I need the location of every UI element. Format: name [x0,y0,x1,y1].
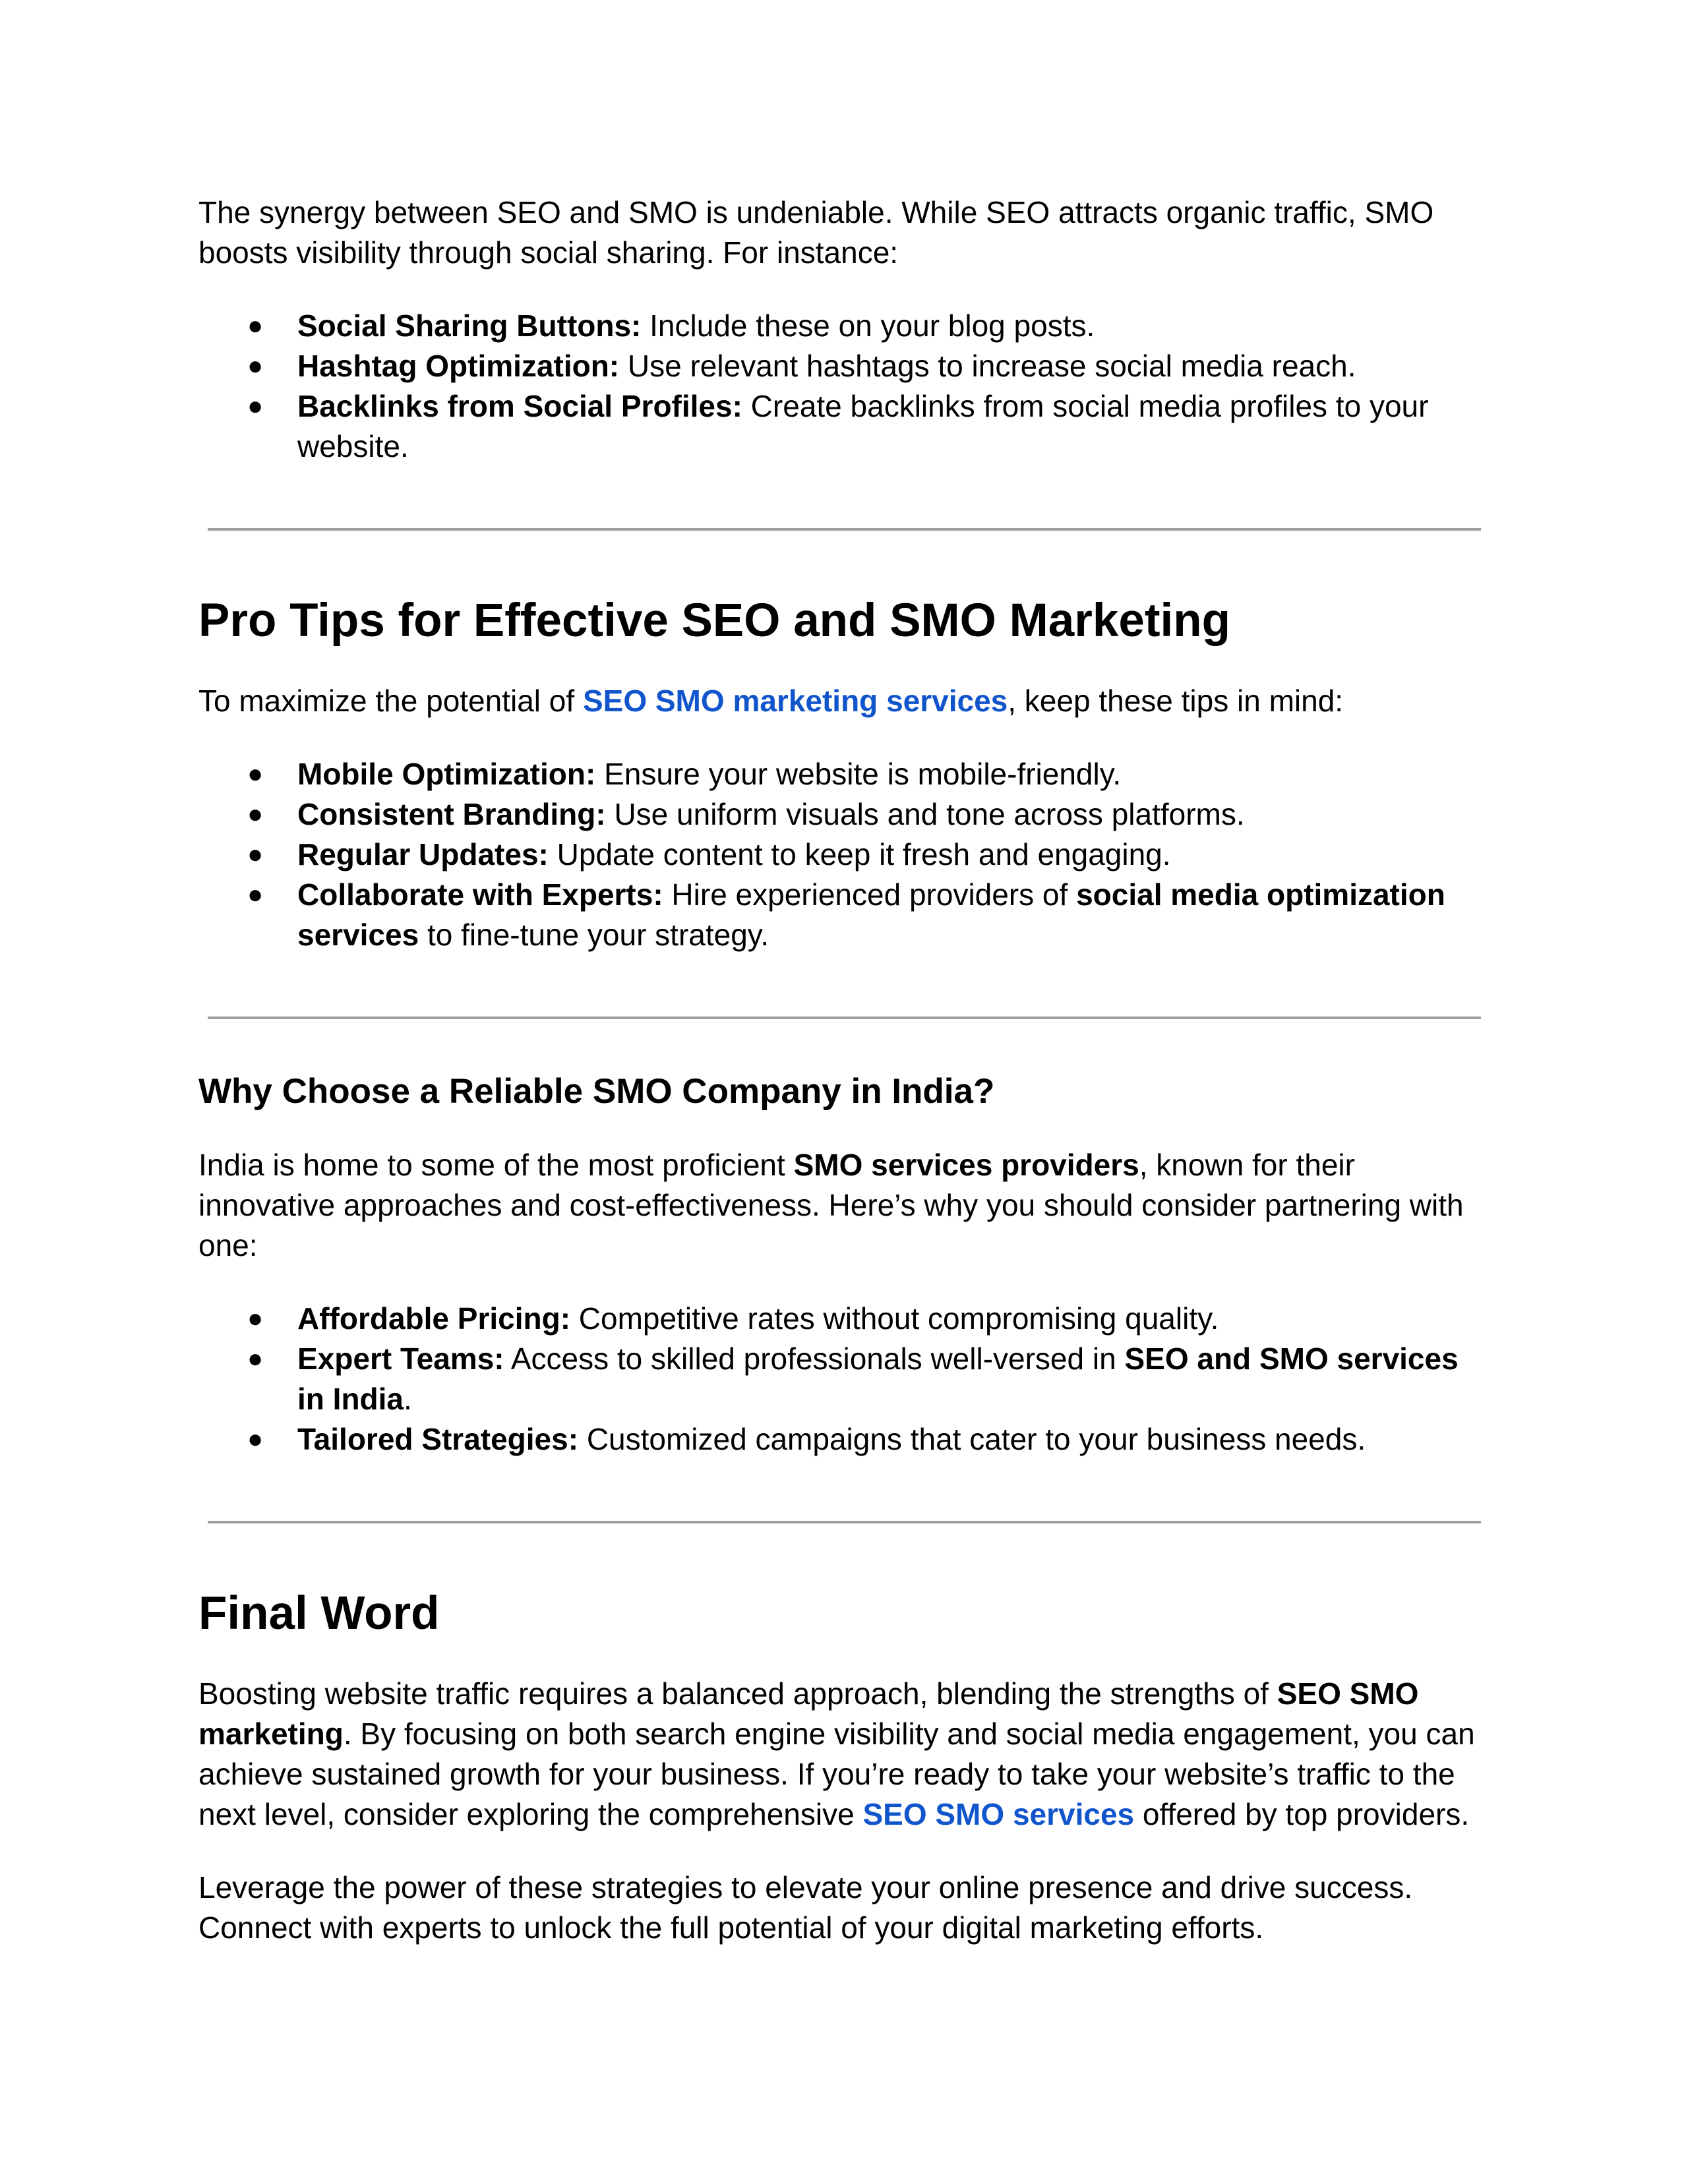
document-content [198,192,1484,1948]
list-item [198,1419,1484,1460]
list-item-bold: SEO and SMO services in India [297,1342,1459,1416]
list-item-desc: Create backlinks from social media profiles to your website. [297,389,1429,463]
list-item [198,875,1484,955]
list-item-term: Mobile Optimization: [297,757,596,791]
pro-tips-intro-after: , keep these tips in mind: [1008,684,1344,718]
heading-why-choose: Why Choose a Reliable SMO Company in India? [198,1072,995,1111]
intro-paragraph: The synergy between SEO and SMO is undeniable. While SEO attracts organic traffic, SMO boosts visibility through social sharing. For instance: [198,195,1434,270]
final-p1-middle: . By focusing on both search engine visibility and social media engagement, you can achieve sustained growth for your business. If you’re ready to take your website’s traffic to the next level, consider exploring the comprehensive [198,1717,1475,1831]
final-p1-after: offered by top providers. [1134,1797,1470,1831]
list-item [198,346,1484,386]
list-item [198,835,1484,875]
list-item-after: to fine-tune your strategy. [419,918,769,952]
final-paragraph-1 [198,1674,1484,1835]
list-item-desc: Customized campaigns that cater to your business needs. [578,1422,1366,1456]
bullet-icon: ● [247,840,264,869]
why-choose-intro [198,1145,1484,1266]
list-item [198,1299,1484,1339]
list-item-desc: Include these on your blog posts. [641,309,1095,343]
list-why-choose [198,1299,1484,1460]
list-item-term: Hashtag Optimization: [297,349,620,383]
final-p1-bold: SEO SMO marketing [198,1676,1419,1751]
bullet-icon: ● [247,1344,264,1373]
list-item [198,1339,1484,1419]
why-intro-after: , known for their innovative approaches and cost-effectiveness. Here’s why you should consider partnering with one: [198,1148,1464,1262]
divider-2 [208,1017,1481,1019]
list-item-term: Social Sharing Buttons: [297,309,642,343]
list-social-tips [198,306,1484,467]
list-item-term: Collaborate with Experts: [297,877,663,912]
final-p1-before: Boosting website traffic requires a balanced approach, blending the strengths of [198,1676,1277,1711]
list-item-desc: Competitive rates without compromising quality. [570,1301,1219,1336]
list-item-desc: Hire experienced providers of [663,877,1077,912]
divider-1 [208,528,1481,531]
list-pro-tips [198,754,1484,955]
bullet-icon: ● [247,759,264,788]
heading-pro-tips: Pro Tips for Effective SEO and SMO Marketing [198,595,1230,647]
list-item [198,306,1484,346]
list-item-term: Affordable Pricing: [297,1301,571,1336]
list-item-term: Regular Updates: [297,837,549,871]
list-item-bold: social media optimization services [297,877,1445,952]
why-intro-before: India is home to some of the most proficient [198,1148,794,1182]
list-item [198,386,1484,467]
list-item [198,794,1484,835]
bullet-icon: ● [247,800,264,829]
why-intro-bold: SMO services providers [793,1148,1139,1182]
bullet-icon: ● [247,351,264,380]
list-item-desc: Access to skilled professionals well-versed in [504,1342,1125,1376]
heading-final-word: Final Word [198,1587,440,1639]
list-item-term: Consistent Branding: [297,797,606,831]
list-item-desc: Update content to keep it fresh and engaging. [548,837,1171,871]
list-item-term: Expert Teams: [297,1342,504,1376]
pro-tips-intro [198,681,1484,721]
pro-tips-intro-before: To maximize the potential of [198,684,583,718]
bullet-icon: ● [247,311,264,340]
final-paragraph-2: Leverage the power of these strategies to elevate your online presence and drive success. Connect with experts to unlock the full potential of your digital marketing efforts. [198,1870,1413,1945]
list-item-desc: Ensure your website is mobile-friendly. [595,757,1122,791]
list-item-term: Backlinks from Social Profiles: [297,389,742,423]
bullet-icon: ● [247,392,264,421]
list-item-desc: Use relevant hashtags to increase social media reach. [619,349,1356,383]
bullet-icon: ● [247,1425,264,1454]
list-item [198,754,1484,794]
list-item-after: . [404,1382,412,1416]
bullet-icon: ● [247,880,264,909]
bullet-icon: ● [247,1304,264,1333]
seo-smo-services-link[interactable]: SEO SMO services [862,1797,1135,1831]
list-item-term: Tailored Strategies: [297,1422,579,1456]
list-item-desc: Use uniform visuals and tone across platforms. [605,797,1245,831]
seo-smo-marketing-services-link[interactable]: SEO SMO marketing services [582,684,1008,718]
divider-3 [208,1521,1481,1523]
